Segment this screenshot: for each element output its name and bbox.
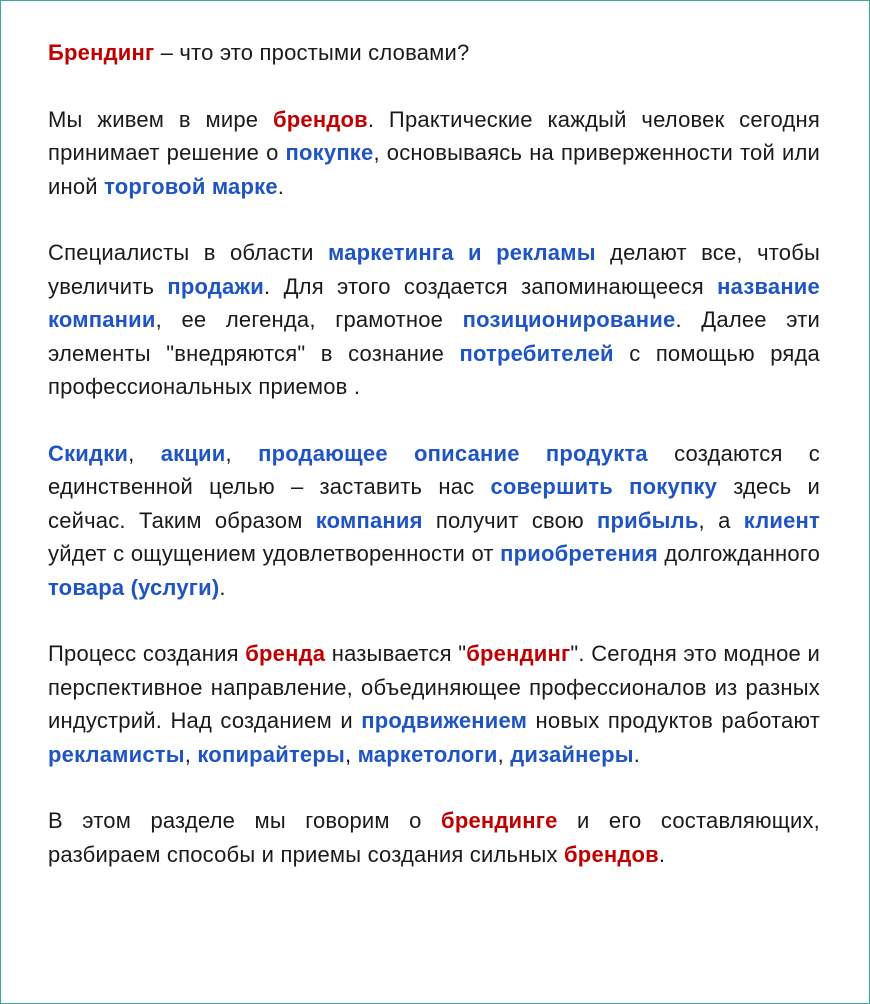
- text-run: , основываясь на приверженности той или иной: [48, 140, 821, 199]
- paragraph-section-summary: [48, 804, 820, 871]
- text-run: ,: [128, 440, 161, 466]
- text-run: – что это простыми словами?: [154, 40, 470, 65]
- keyword-blue: торговой марке: [104, 173, 278, 199]
- text-run: с помощью ряда профессиональных приемов .: [48, 340, 820, 399]
- keyword-blue: продвижением: [361, 708, 528, 733]
- keyword-blue: клиент: [743, 507, 820, 533]
- text-run: , а: [698, 507, 744, 533]
- text-run: ,: [497, 741, 511, 767]
- text-run: получит свою: [422, 507, 598, 533]
- text-run: ,: [225, 440, 259, 466]
- text-run: .: [633, 741, 641, 767]
- text-run: называется ": [325, 641, 467, 666]
- text-run: ". Сегодня это модное и перспективное направление, объединяющее профессионалов из разных индустрий. Над созданием и: [48, 641, 820, 733]
- text-run: делают все, чтобы увеличить: [48, 240, 821, 299]
- text-run: Специалисты в области: [48, 240, 329, 265]
- keyword-blue: продающее описание продукта: [258, 440, 648, 466]
- keyword-blue: приобретения: [500, 541, 658, 566]
- keyword-red: брендов: [272, 106, 368, 132]
- keyword-blue: товара (услуги): [48, 574, 220, 600]
- paragraph-branding-process: [48, 637, 820, 771]
- keyword-red: брендинге: [441, 808, 558, 833]
- text-run: уйдет с ощущением удовлетворенности от: [48, 541, 501, 566]
- keyword-blue: дизайнеры: [510, 741, 634, 767]
- keyword-blue: акции: [160, 440, 226, 466]
- keyword-blue: маркетинга и рекламы: [328, 240, 596, 265]
- keyword-red: брендинг: [466, 641, 571, 666]
- text-run: здесь и сейчас. Таким образом: [48, 474, 820, 533]
- article-title: [48, 36, 820, 70]
- text-run: . Далее эти элементы "внедряются" в сознание: [48, 307, 820, 366]
- text-run: . Практические каждый человек сегодня принимает решение о: [48, 106, 820, 165]
- keyword-red: брендов: [564, 841, 659, 867]
- keyword-blue: продажи: [167, 273, 265, 299]
- keyword-blue: прибыль: [597, 507, 699, 533]
- paragraph-sales: [48, 437, 820, 605]
- paragraph-marketing: [48, 236, 820, 404]
- keyword-blue: копирайтеры: [197, 741, 345, 767]
- keyword-blue: рекламисты: [48, 741, 185, 767]
- keyword-blue: компания: [315, 507, 423, 533]
- keyword-blue: потребителей: [459, 340, 614, 366]
- text-run: В этом разделе мы говорим о: [48, 808, 442, 833]
- text-run: Мы живем в мире: [48, 106, 273, 132]
- keyword-blue: покупке: [285, 140, 374, 165]
- text-run: . Для этого создается запоминающееся: [264, 273, 718, 299]
- text-run: долгожданного: [657, 541, 820, 566]
- keyword-blue: маркетологи: [357, 741, 498, 767]
- text-run: .: [277, 173, 285, 199]
- keyword-blue: Скидки: [48, 440, 129, 466]
- paragraph-intro: [48, 103, 820, 204]
- text-run: , ее легенда, грамотное: [155, 307, 463, 332]
- text-run: .: [658, 841, 666, 867]
- text-run: создаются с единственной целью – заставить нас: [48, 440, 821, 499]
- text-run: .: [219, 574, 226, 600]
- keyword-blue: совершить покупку: [490, 474, 718, 499]
- text-run: ,: [184, 741, 198, 767]
- keyword-blue: название компании: [48, 273, 820, 332]
- keyword-red: бренда: [245, 641, 326, 666]
- article-body: [48, 36, 820, 904]
- text-run: новых продуктов работают: [527, 708, 820, 733]
- keyword-red: Брендинг: [48, 40, 155, 65]
- keyword-blue: позиционирование: [462, 307, 676, 332]
- text-run: Процесс создания: [48, 641, 246, 666]
- text-run: ,: [345, 741, 358, 767]
- text-run: и его составляющих, разбираем способы и приемы создания сильных: [48, 808, 820, 867]
